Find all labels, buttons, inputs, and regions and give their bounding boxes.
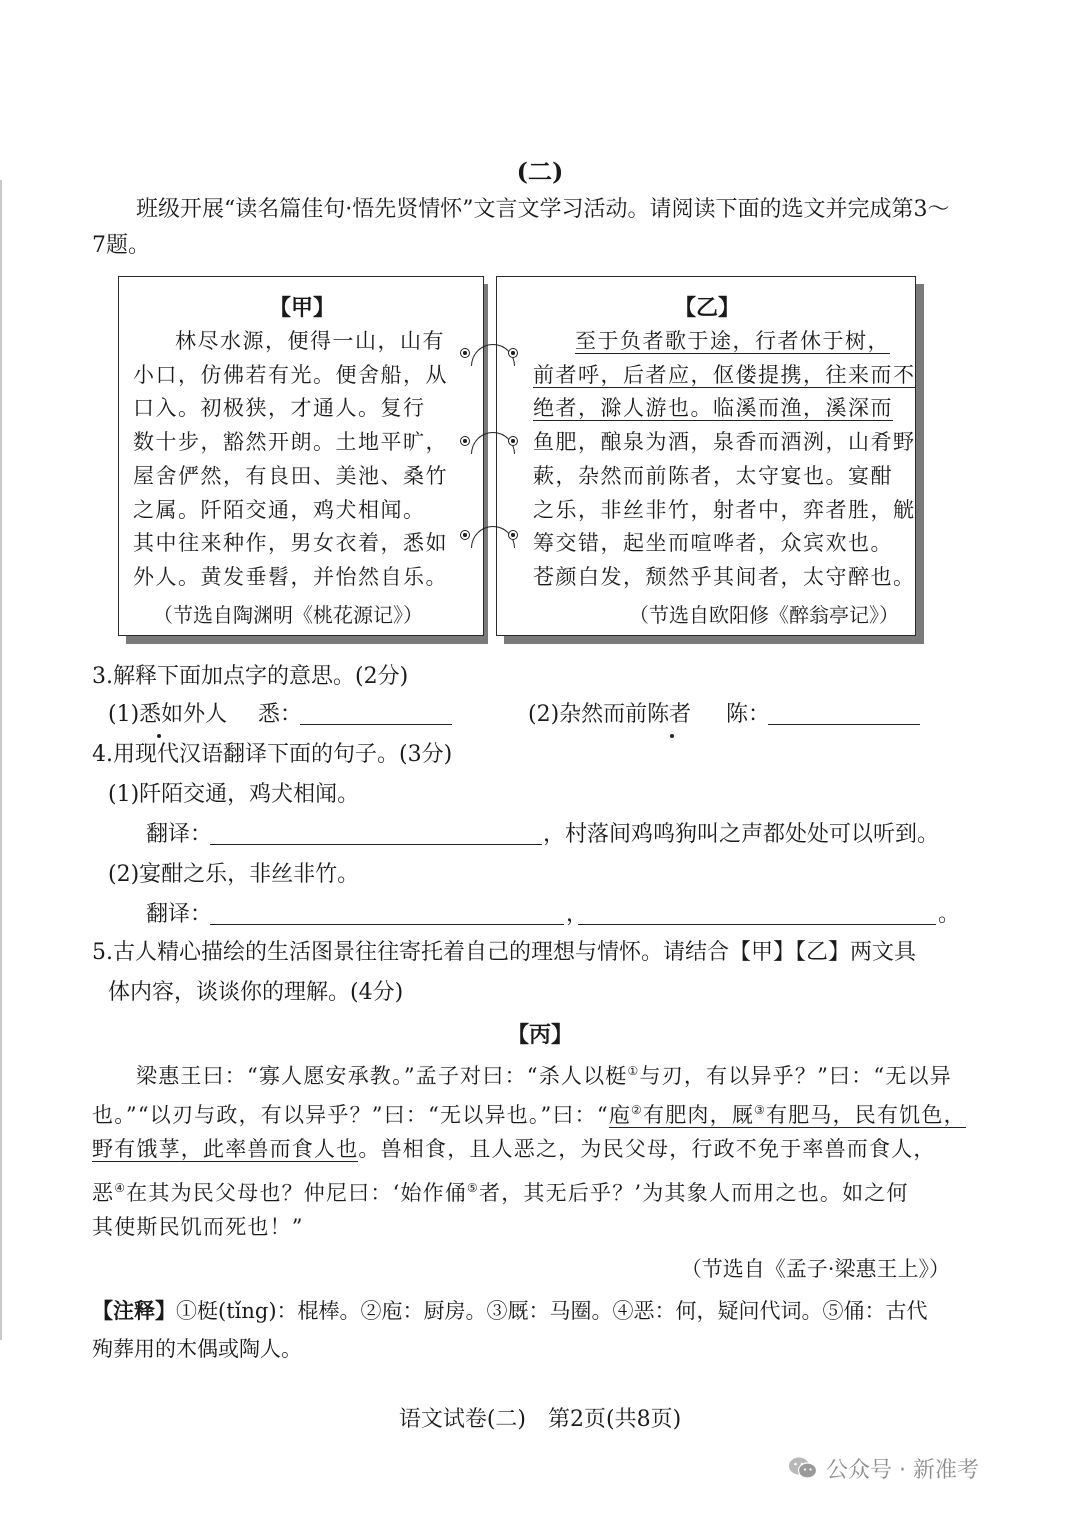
notes-text: ①梃(tǐng)：棍棒。②庖：厨房。③厩：马圈。④恶：何，疑问代词。⑤俑：古代	[176, 1299, 928, 1323]
passage-yi-line	[533, 359, 916, 393]
footnote-marker: ④	[114, 1181, 127, 1195]
question-3-item-1: (1)悉如外人	[108, 702, 228, 727]
question-3-stem: 3.解释下面加点字的意思。(2分)	[92, 664, 409, 689]
passage-jia-text	[133, 325, 448, 595]
bing-text: 者，其无后乎？’为其象人而用之也。如之何	[479, 1181, 909, 1205]
passage-yi-line: 苍颜白发，颓然乎其间者，太守醉也。	[533, 564, 916, 589]
passage-jia-box	[118, 276, 484, 636]
ring-hole	[460, 348, 470, 358]
question-4-item-2: (2)宴酣之乐，非丝非竹。	[108, 862, 360, 887]
bing-text: 厩	[731, 1103, 755, 1127]
passage-yi-line: 筹交错，起坐而喧哗者，众宾欢也。	[533, 531, 893, 556]
ring-hole	[460, 530, 470, 540]
ring-hole	[508, 436, 518, 446]
passage-yi-line	[533, 325, 916, 359]
ring-hole	[460, 436, 470, 446]
bing-text: 梁惠王曰：“寡人愿安承教。”孟子对曰：“杀人以梃	[136, 1064, 628, 1088]
passage-jia-title: 【甲】	[268, 295, 335, 321]
footnote-marker: ⑤	[467, 1181, 480, 1195]
passage-bing-line	[92, 1130, 936, 1169]
passage-jia-line: 之属。阡陌交通，鸡犬相闻。	[133, 497, 426, 522]
watermark	[788, 1452, 979, 1484]
answer-blank[interactable]	[210, 924, 564, 925]
answer-blank[interactable]	[768, 724, 920, 725]
bing-text: 庖	[608, 1103, 632, 1127]
question-3-item-1-label: 悉：	[258, 702, 303, 727]
passage-jia-line: 其中往来种作，男女衣着，悉如	[133, 531, 448, 556]
comma: ，	[566, 902, 589, 927]
passage-bing-title: 【丙】	[506, 1022, 573, 1048]
emphasis-dot	[670, 734, 674, 738]
intro-paragraph: 班级开展“读名篇佳句·悟先贤情怀”文言文学习活动。请阅读下面的选文并完成第3～7题。	[92, 197, 950, 258]
passage-jia-source: （节选自陶渊明《桃花源记》）	[153, 603, 423, 627]
bing-text: 与刃，有以异乎？”曰：“无以异	[639, 1064, 952, 1088]
passage-jia-line: 数十步，豁然开朗。土地平旷，	[133, 430, 448, 455]
ring-connectors	[460, 340, 530, 580]
bing-text: 有肥肉，	[643, 1103, 732, 1127]
passage-yi-box	[496, 276, 916, 636]
question-5-line-1: 5.古人精心描绘的生活图景往往寄托着自己的理想与情怀。请结合【甲】【乙】两文具	[92, 940, 916, 965]
passage-jia-line: 外人。黄发垂髫，并怡然自乐。	[133, 564, 448, 589]
passage-yi-line: 之乐，非丝非竹，射者中，弈者胜，觥	[533, 497, 916, 522]
section-title: (二)	[516, 157, 564, 186]
passage-bing-line	[92, 1091, 966, 1135]
passage-bing-line	[92, 1169, 909, 1213]
footnote-marker: ②	[631, 1103, 643, 1117]
notes-line-2: 殉葬用的木偶或陶人。	[92, 1337, 302, 1361]
emphasis-dot	[157, 734, 161, 738]
underlined-text: 至于负者歌于途，行者休于树，	[575, 329, 890, 353]
passage-jia-line: 口入。初极狭，才通人。复行	[133, 396, 426, 421]
question-3-item-2-label: 陈：	[726, 702, 771, 727]
answer-blank[interactable]	[578, 924, 936, 925]
answer-blank[interactable]	[210, 844, 542, 845]
passage-yi-text	[533, 325, 916, 595]
passage-yi-source: （节选自欧阳修《醉翁亭记》）	[629, 603, 899, 627]
wechat-icon	[788, 1455, 818, 1481]
passage-bing-line	[92, 1052, 952, 1096]
underlined-text: 前者呼，后者应，伛偻提携，往来而不	[533, 362, 916, 387]
ring-hole	[508, 348, 518, 358]
translation-label: 翻译：	[146, 822, 213, 847]
question-5-line-2: 体内容，谈谈你的理解。(4分)	[108, 980, 404, 1005]
page-footer: 语文试卷(二) 第2页(共8页)	[398, 1407, 682, 1432]
ring-hole	[508, 530, 518, 540]
passage-yi-line	[533, 392, 916, 426]
watermark-text: 公众号 · 新准考	[826, 1457, 979, 1483]
passage-bing-source: （节选自《孟子·梁惠王上》）	[680, 1257, 950, 1281]
underlined-text	[609, 1103, 966, 1128]
question-4-item-1: (1)阡陌交通，鸡犬相闻。	[108, 782, 360, 807]
notes-line-1	[92, 1296, 928, 1326]
passage-yi-line: 蔌，杂然而前陈者，太守宴也。宴酣	[533, 463, 893, 488]
bing-text: 也。”“以刃与政，有以异乎？”曰：“无以异也。”曰：“	[92, 1103, 609, 1127]
full-stop: 。	[938, 902, 961, 927]
footnote-marker: ③	[754, 1103, 766, 1117]
passage-jia-line: 屋舍俨然，有良田、美池、桑竹	[133, 463, 448, 488]
answer-blank[interactable]	[300, 724, 452, 725]
bing-text: 有肥马，民有饥色，	[765, 1103, 966, 1127]
footnote-marker: ①	[627, 1064, 640, 1078]
underlined-text: 野有饿莩，此率兽而食人也	[92, 1137, 359, 1161]
passage-yi-line: 鱼肥，酿泉为酒，泉香而酒洌，山肴野	[533, 430, 916, 455]
question-3-item-2: (2)杂然而前陈者	[528, 702, 692, 727]
underlined-text: 绝者，滁人游也。临溪而渔，溪深而	[533, 396, 893, 421]
translation-label: 翻译：	[146, 902, 213, 927]
passage-jia-line: 林尽水源，便得一山，山有	[175, 329, 445, 353]
passage-jia-line: 小口，仿佛若有光。便舍船，从	[133, 362, 448, 387]
bing-text: 。兽相食，且人恶之，为民父母，行政不免于率兽而食人，	[358, 1137, 936, 1161]
translation-continuation: ，村落间鸡鸣狗叫之声都处处可以听到。	[543, 822, 940, 847]
passage-bing-line: 其使斯民饥而死也！”	[92, 1215, 304, 1239]
page-edge-line	[0, 180, 2, 1340]
question-4-stem: 4.用现代汉语翻译下面的句子。(3分)	[92, 742, 453, 767]
notes-label: 【注释】	[92, 1298, 176, 1323]
passage-yi-title: 【乙】	[673, 295, 740, 321]
bing-text: 在其为民父母也？仲尼曰：‘始作俑	[126, 1181, 468, 1205]
bing-text: 恶	[92, 1181, 115, 1205]
